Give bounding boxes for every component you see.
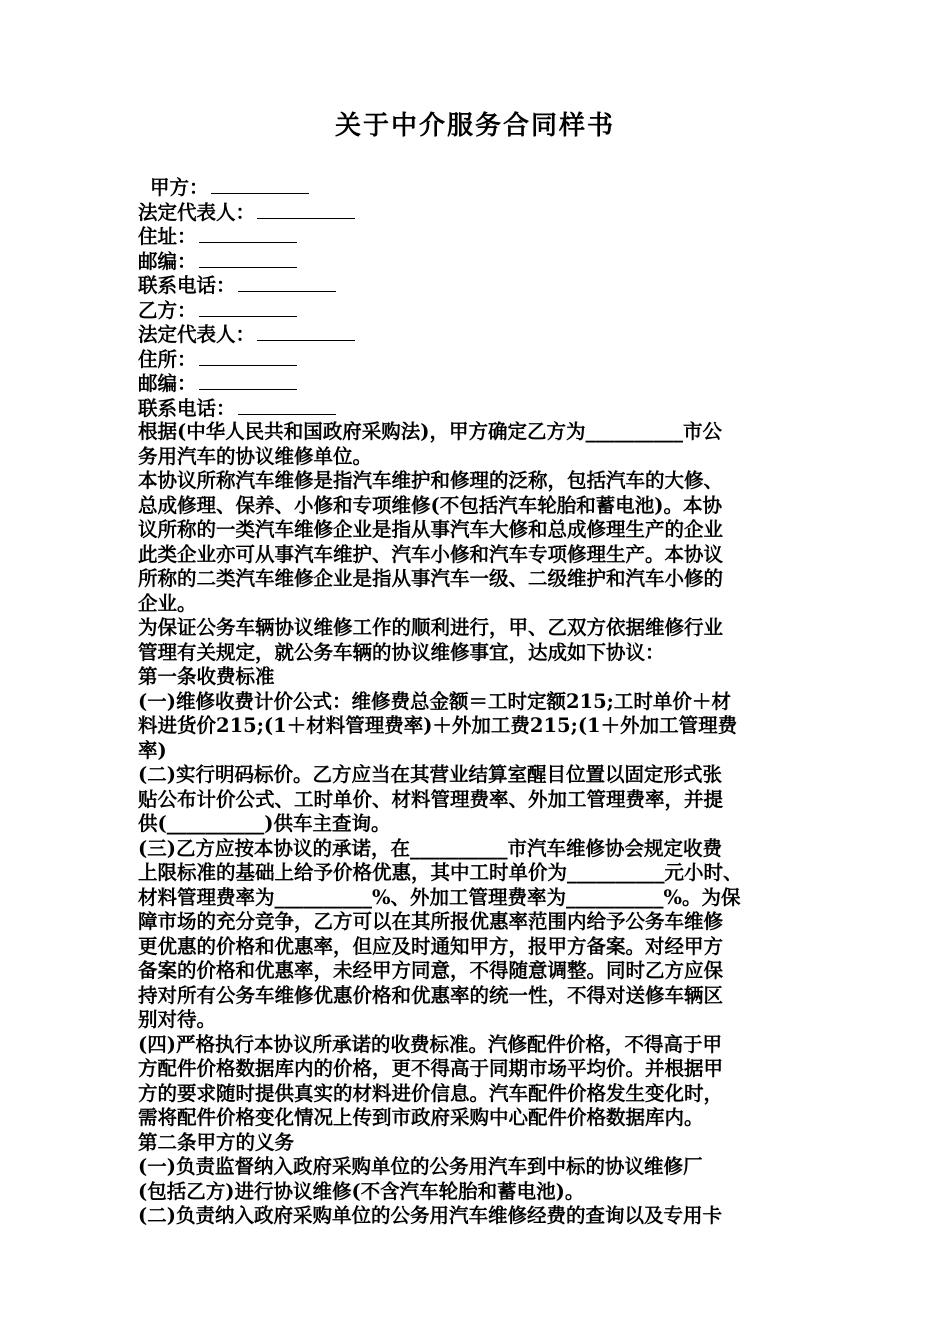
field-label: 乙方：	[138, 298, 197, 322]
fill-blank	[211, 175, 309, 194]
body-line: 此类企业亦可从事汽车维护、汽车小修和汽车专项修理生产。本协议	[138, 542, 724, 566]
body-line: 率)	[138, 738, 167, 762]
fill-blank	[199, 224, 297, 243]
field-label: 住所：	[138, 347, 197, 371]
fill-blank	[199, 371, 297, 390]
body-line: (二)实行明码标价。乙方应当在其营业结算室醒目位置以固定形式张	[138, 763, 722, 786]
body-line: 方配件价格数据库内的价格，更不得高于同期市场平均价。并根据甲	[138, 1057, 724, 1080]
fill-blank	[199, 249, 297, 268]
fill-blank	[199, 347, 297, 366]
body-line: (二)负责纳入政府采购单位的公务用汽车维修经费的查询以及专用卡	[138, 1204, 722, 1227]
body-line: (包括乙方)进行协议维修(不含汽车轮胎和蓄电池)。	[138, 1179, 585, 1203]
body-line: 管理有关规定，就公务车辆的协议维修事宜，达成如下协议：	[138, 640, 665, 664]
body-line: (三)乙方应按本协议的承诺，在__________市汽车维修协会规定收费	[138, 836, 722, 860]
party-b-address-field	[138, 347, 814, 372]
field-label: 住址：	[138, 225, 197, 248]
body-line: 障市场的充分竞争，乙方可以在其所报优惠率范围内给予公务车维修	[138, 910, 724, 933]
field-label: 法定代表人：	[138, 200, 256, 224]
body-line: 为保证公务车辆协议维修工作的顺利进行，甲、乙双方依据维修行业	[138, 616, 724, 639]
body-line: 务用汽车的协议维修单位。	[138, 444, 373, 468]
body-line: 总成修理、保养、小修和专项维修(不包括汽车轮胎和蓄电池)。本协	[138, 493, 722, 517]
fill-blank	[257, 200, 355, 219]
body-line: 别对待。	[138, 1008, 217, 1031]
body-line: 料进货价215;(1＋材料管理费率)＋外加工费215;(1＋外加工管理费	[138, 714, 738, 737]
contract-body	[138, 175, 814, 1229]
section-heading: 第二条甲方的义务	[138, 1130, 295, 1154]
party-a-phone-field	[138, 273, 814, 298]
party-a-name-field	[138, 175, 814, 200]
fill-blank	[238, 273, 336, 292]
body-line: 上限标准的基础上给予价格优惠，其中工时单价为__________元小时、	[138, 861, 743, 884]
fill-blank	[199, 298, 297, 317]
body-line: 所称的二类汽车维修企业是指从事汽车一级、二级维护和汽车小修的	[138, 567, 724, 590]
field-label: 邮编：	[138, 372, 197, 395]
field-label: 法定代表人：	[138, 323, 256, 346]
body-line: 需将配件价格变化情况上传到市政府采购中心配件价格数据库内。	[138, 1106, 704, 1129]
party-a-address-field	[138, 224, 814, 249]
fill-blank	[238, 396, 336, 415]
party-a-postcode-field	[138, 249, 814, 274]
section-heading: 第一条收费标准	[138, 665, 275, 688]
field-label: 甲方：	[150, 176, 209, 199]
document-title: 关于中介服务合同样书	[334, 111, 615, 141]
body-line: 根据(中华人民共和国政府采购法)，甲方确定乙方为__________市公	[138, 420, 722, 443]
field-label: 邮编：	[138, 249, 197, 273]
party-a-rep-field	[138, 200, 814, 225]
body-line: 方的要求随时提供真实的材料进价信息。汽车配件价格发生变化时，	[138, 1081, 724, 1105]
body-line: 更优惠的价格和优惠率，但应及时通知甲方，报甲方备案。对经甲方	[138, 934, 724, 958]
body-line: 本协议所称汽车维修是指汽车维护和修理的泛称，包括汽车的大修、	[138, 469, 724, 492]
party-b-name-field	[138, 298, 814, 323]
party-b-rep-field	[138, 322, 814, 347]
body-line: 贴公布计价公式、工时单价、材料管理费率、外加工管理费率，并提	[138, 787, 724, 811]
body-line: (一)负责监督纳入政府采购单位的公务用汽车到中标的协议维修厂	[138, 1155, 703, 1178]
body-line: (一)维修收费计价公式：维修费总金额＝工时定额215;工时单价＋材	[138, 689, 731, 713]
body-line: 企业。	[138, 591, 197, 615]
body-line: (四)严格执行本协议所承诺的收费标准。汽修配件价格，不得高于甲	[138, 1032, 722, 1056]
body-line: 持对所有公务车维修优惠价格和优惠率的统一性，不得对送修车辆区	[138, 983, 724, 1007]
field-label: 联系电话：	[138, 274, 236, 297]
party-b-phone-field	[138, 396, 814, 421]
body-line: 备案的价格和优惠率，未经甲方同意，不得随意调整。同时乙方应保	[138, 959, 724, 982]
fill-blank	[257, 322, 355, 341]
body-line: 供(__________)供车主查询。	[138, 812, 391, 835]
field-label: 联系电话：	[138, 396, 236, 420]
body-line: 议所称的一类汽车维修企业是指从事汽车大修和总成修理生产的企业	[138, 518, 724, 541]
body-line: 材料管理费率为__________%、外加工管理费率为__________%。为保	[138, 885, 741, 909]
party-b-postcode-field	[138, 371, 814, 396]
